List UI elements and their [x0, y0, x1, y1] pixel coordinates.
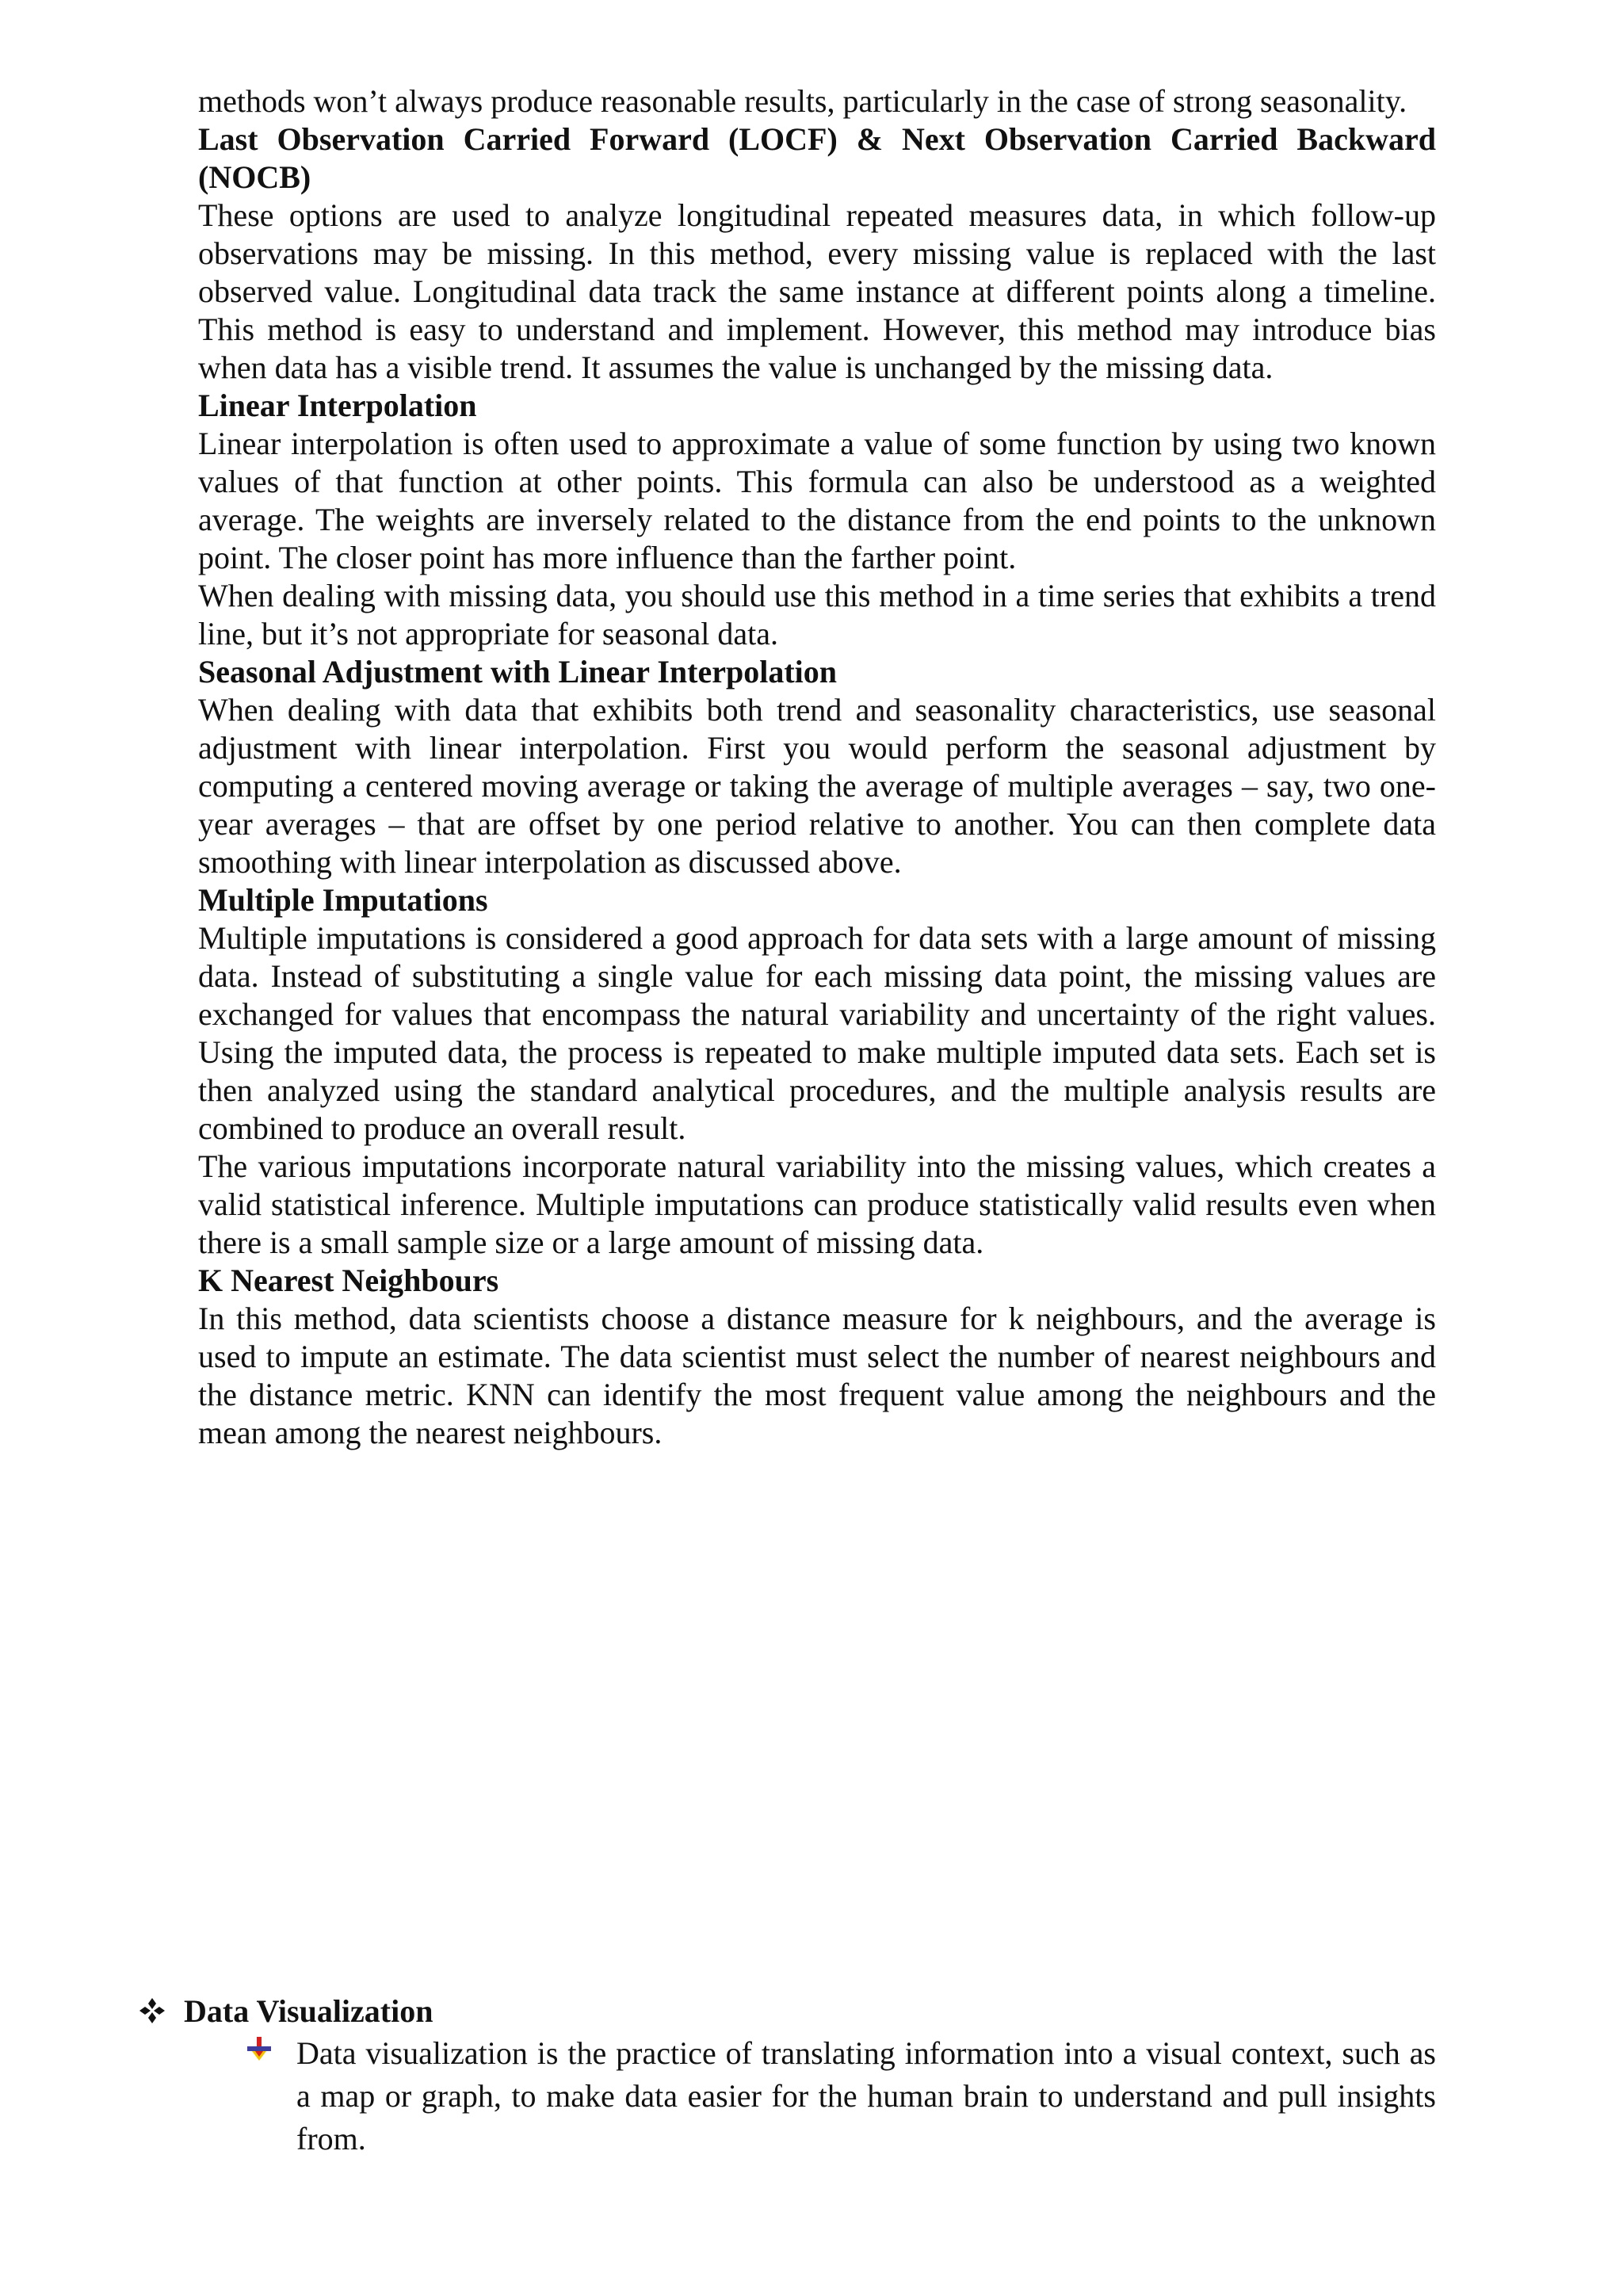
data-visualization-title-text: Data Visualization	[184, 1993, 433, 2029]
multiple-imputations-heading: Multiple Imputations	[198, 882, 488, 918]
down-arrow-bullet-icon	[247, 2037, 271, 2061]
data-visualization-section-title	[138, 1992, 433, 2030]
knn-paragraph: In this method, data scientists choose a distance measure for k neighbours, and the average is used to impute an estimate. The data scientist must select the number of nearest neighbours and the distance metric. KNN can identify the most frequent value among the neighbours and the mean among the nearest neighbours.	[198, 1301, 1436, 1450]
seasonal-adjustment-paragraph: When dealing with data that exhibits both trend and seasonality characteristics, use seasonal adjustment with linear interpolation. First you would perform the seasonal adjustment by computing a centered moving average or taking the average of multiple averages – say, two one-year averages – that are offset by one period relative to another. You can then complete data smoothing with linear interpolation as discussed above.	[198, 692, 1436, 880]
data-visualization-bullet	[247, 2032, 1436, 2160]
intro-paragraph: methods won’t always produce reasonable results, particularly in the case of strong seasonality.	[198, 83, 1407, 119]
multiple-imputations-paragraph-1: Multiple imputations is considered a good approach for data sets with a large amount of missing data. Instead of substituting a single value for each missing data point, the missing values are exchanged for values that encompass the natural variability and uncertainty of the right values. Using the imputed data, the process is repeated to make multiple imputed data sets. Each set is then analyzed using the standard analytical procedures, and the multiple analysis results are combined to produce an overall result.	[198, 920, 1436, 1146]
linear-interpolation-paragraph-1: Linear interpolation is often used to approximate a value of some function by using two known values of that function at other points. This formula can also be understood as a weighted average. The weights are inversely related to the distance from the end points to the unknown point. The closer point has more influence than the farther point.	[198, 426, 1436, 575]
data-visualization-bullet-text: Data visualization is the practice of translating information into a visual context, such as a map or graph, to make data easier for the human brain to understand and pull insights from.	[296, 2035, 1436, 2157]
four-diamond-bullet-icon	[138, 1996, 166, 2024]
multiple-imputations-paragraph-2: The various imputations incorporate natural variability into the missing values, which creates a valid statistical inference. Multiple imputations can produce statistically valid results even when there is a small sample size or a large amount of missing data.	[198, 1148, 1436, 1260]
seasonal-adjustment-heading: Seasonal Adjustment with Linear Interpolation	[198, 654, 838, 690]
knn-heading: K Nearest Neighbours	[198, 1263, 499, 1298]
document-body	[198, 82, 1436, 1452]
linear-interpolation-paragraph-2: When dealing with missing data, you should use this method in a time series that exhibits a trend line, but it’s not appropriate for seasonal data.	[198, 578, 1436, 651]
locf-heading: Last Observation Carried Forward (LOCF) & Next Observation Carried Backward (NOCB)	[198, 121, 1436, 195]
locf-paragraph: These options are used to analyze longitudinal repeated measures data, in which follow-up observations may be missing. In this method, every missing value is replaced with the last observed value. Longitudinal data track the same instance at different points along a timeline. This method is easy to understand and implement. However, this method may introduce bias when data has a visible trend. It assumes the value is unchanged by the missing data.	[198, 197, 1436, 385]
linear-interpolation-heading: Linear Interpolation	[198, 388, 477, 423]
